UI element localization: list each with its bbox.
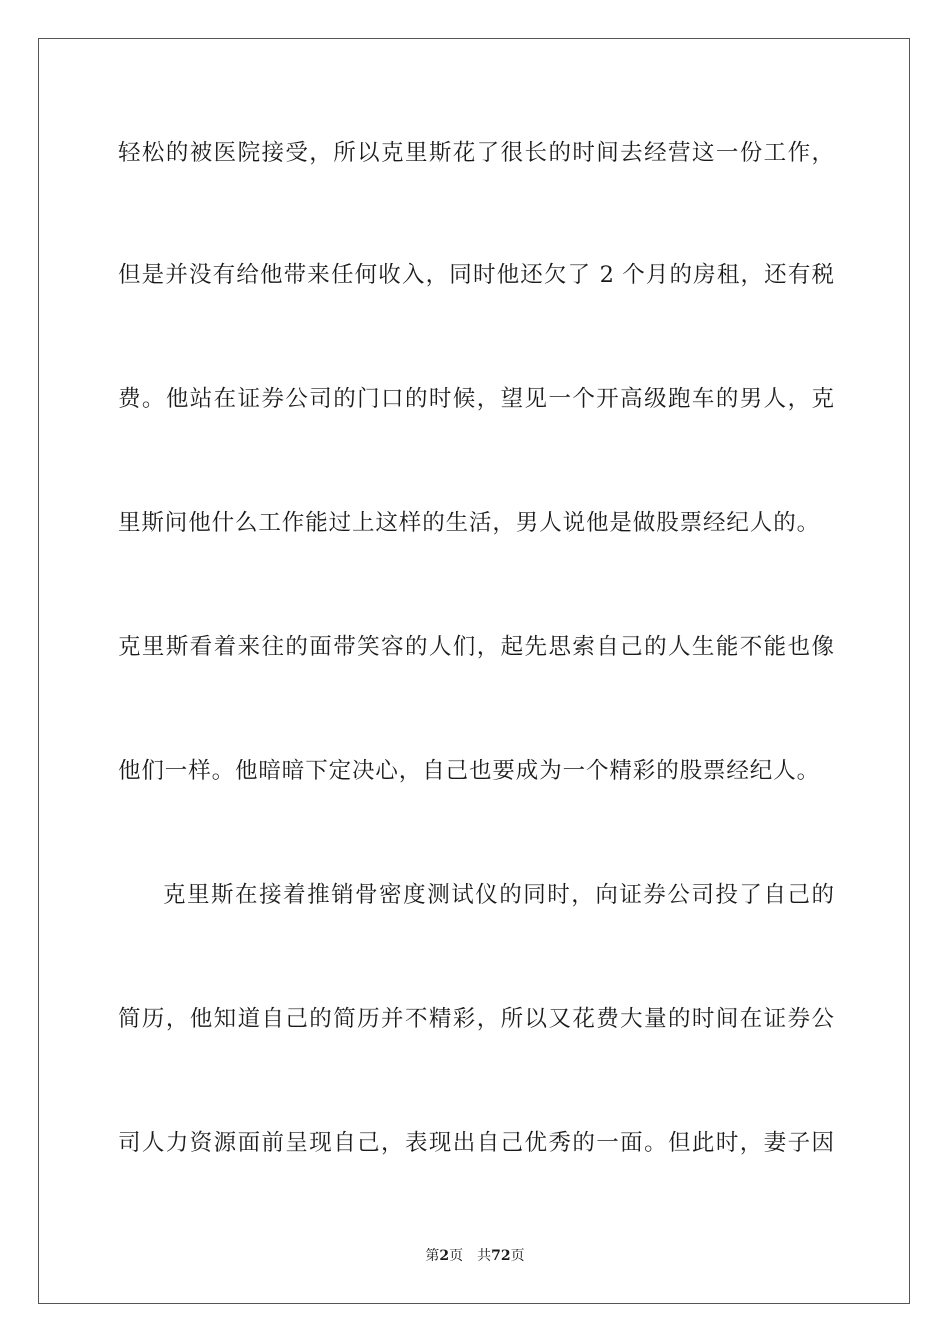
page-suffix: 页: [449, 1248, 464, 1264]
text-line-1: 轻松的被医院接受，所以克里斯花了很长的时间去经营这一份工作，: [118, 140, 834, 166]
text-line-4: 里斯问他什么工作能过上这样的生活，男人说他是做股票经纪人的。: [118, 510, 821, 536]
text-line-2: 但是并没有给他带来任何收入，同时他还欠了 2 个月的房租，还有税: [118, 262, 834, 288]
total-prefix: 共: [477, 1248, 492, 1264]
page-border: [38, 38, 910, 1304]
text-line-8: 简历，他知道自己的简历并不精彩，所以又花费大量的时间在证券公: [118, 1006, 834, 1032]
text-line-5: 克里斯看着来往的面带笑容的人们，起先思索自己的人生能不能也像: [118, 634, 834, 660]
page-number: 2: [439, 1248, 450, 1264]
total-suffix: 页: [510, 1248, 525, 1264]
text-line-3: 费。他站在证券公司的门口的时候，望见一个开高级跑车的男人，克: [118, 386, 834, 412]
text-line-6: 他们一样。他暗暗下定决心，自己也要成为一个精彩的股票经纪人。: [118, 758, 821, 784]
text-line-9: 司人力资源面前呈现自己，表现出自己优秀的一面。但此时，妻子因: [118, 1130, 834, 1156]
page-footer: [0, 1247, 950, 1265]
page-prefix: 第: [425, 1248, 440, 1264]
total-pages: 72: [491, 1248, 511, 1264]
text-line-7-paragraph-start: 克里斯在接着推销骨密度测试仪的同时，向证券公司投了自己的: [163, 882, 834, 908]
